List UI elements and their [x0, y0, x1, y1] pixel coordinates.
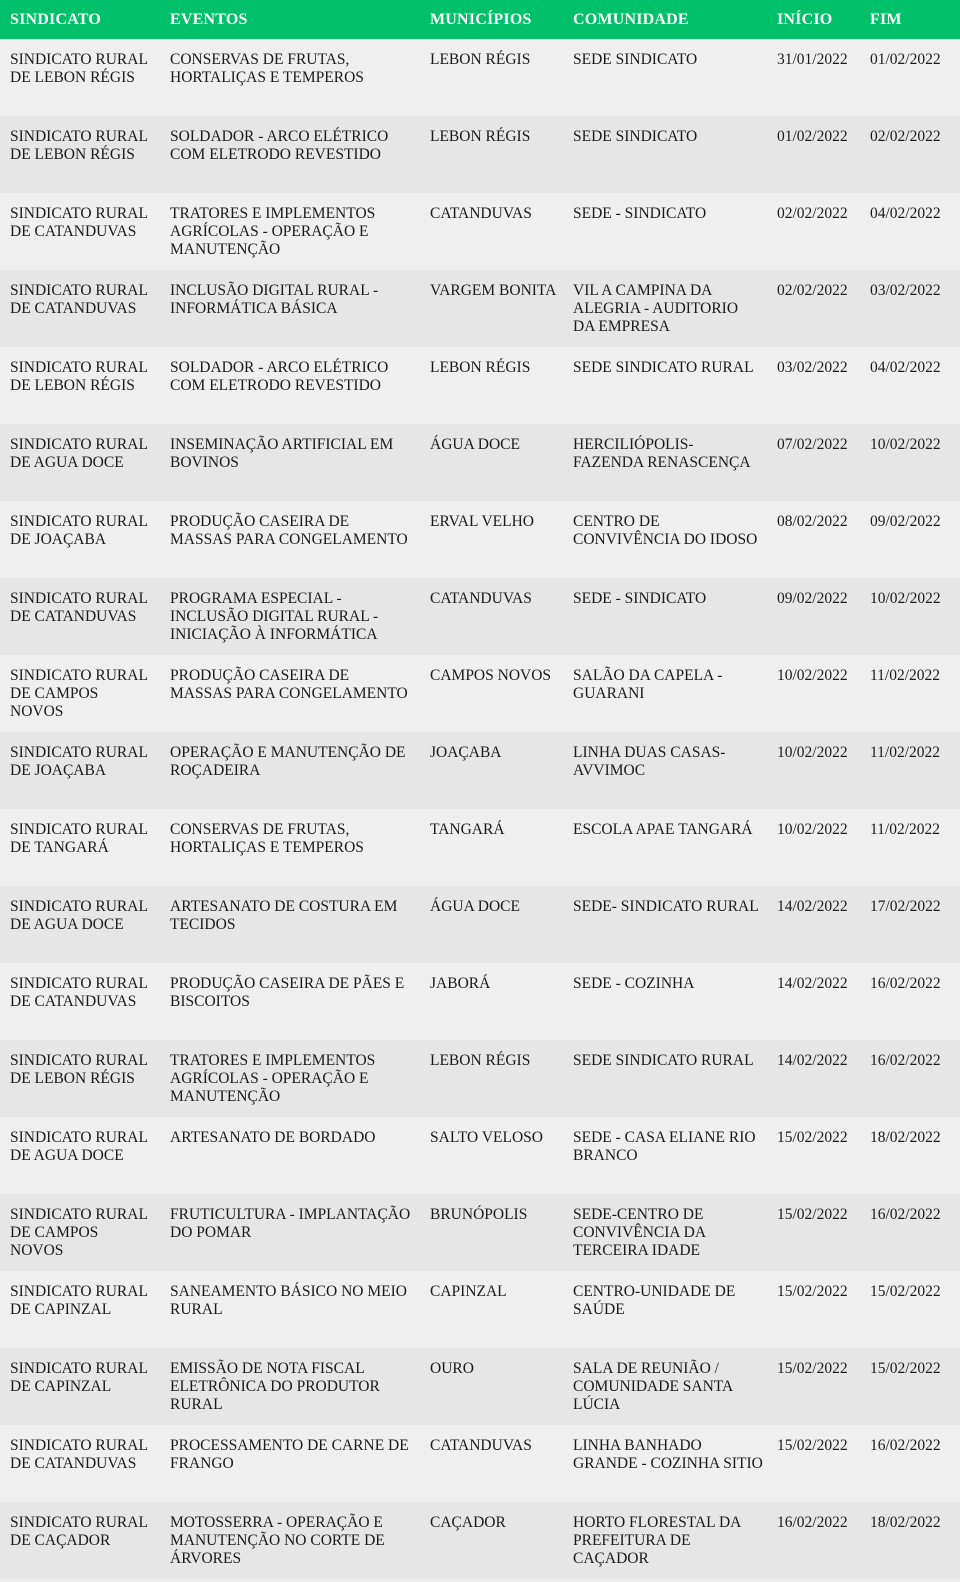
cell-municipio: SALTO VELOSO	[430, 1129, 543, 1146]
cell-inicio: 31/01/2022	[777, 51, 848, 68]
cell-evento: INCLUSÃO DIGITAL RURAL - INFORMÁTICA BÁSICA	[170, 282, 379, 317]
cell-evento: ARTESANATO DE BORDADO	[170, 1129, 376, 1146]
cell-evento: CONSERVAS DE FRUTAS, HORTALIÇAS E TEMPEROS	[170, 821, 364, 856]
table-row	[0, 578, 960, 655]
cell-comunidade: CENTRO DE CONVIVÊNCIA DO IDOSO	[573, 513, 758, 548]
cell-sindicato: SINDICATO RURAL DE LEBON RÉGIS	[10, 1052, 148, 1087]
table-row	[0, 270, 960, 347]
cell-evento: TRATORES E IMPLEMENTOS AGRÍCOLAS - OPERAÇÃO E MANUTENÇÃO	[170, 205, 376, 258]
cell-municipio: JABORÁ	[430, 975, 491, 992]
cell-fim: 11/02/2022	[870, 821, 941, 838]
cell-fim: 02/02/2022	[870, 128, 941, 145]
header-sindicato: SINDICATO	[10, 10, 102, 28]
cell-sindicato: SINDICATO RURAL DE CAÇADOR	[10, 1514, 148, 1549]
cell-comunidade: SEDE - COZINHA	[573, 975, 695, 992]
cell-inicio: 14/02/2022	[777, 1052, 848, 1069]
table-row	[0, 1425, 960, 1502]
cell-fim: 18/02/2022	[870, 1514, 941, 1531]
cell-municipio: CAÇADOR	[430, 1514, 506, 1531]
table-row	[0, 501, 960, 578]
cell-evento: PRODUÇÃO CASEIRA DE MASSAS PARA CONGELAMENTO	[170, 667, 408, 702]
cell-sindicato: SINDICATO RURAL DE TANGARÁ	[10, 821, 148, 856]
cell-fim: 09/02/2022	[870, 513, 941, 530]
cell-municipio: CAPINZAL	[430, 1283, 507, 1300]
cell-inicio: 14/02/2022	[777, 898, 848, 915]
cell-fim: 16/02/2022	[870, 1206, 941, 1223]
cell-evento: CONSERVAS DE FRUTAS, HORTALIÇAS E TEMPEROS	[170, 51, 364, 86]
cell-fim: 01/02/2022	[870, 51, 941, 68]
cell-fim: 10/02/2022	[870, 590, 941, 607]
cell-comunidade: HERCILIÓPOLIS- FAZENDA RENASCENÇA	[573, 436, 751, 471]
cell-sindicato: SINDICATO RURAL DE AGUA DOCE	[10, 898, 148, 933]
cell-sindicato: SINDICATO RURAL DE CAPINZAL	[10, 1283, 148, 1318]
cell-fim: 15/02/2022	[870, 1360, 941, 1377]
cell-municipio: TANGARÁ	[430, 821, 505, 838]
cell-inicio: 02/02/2022	[777, 205, 848, 222]
cell-evento: PROCESSAMENTO DE CARNE DE FRANGO	[170, 1437, 409, 1472]
header-row	[0, 0, 960, 39]
cell-fim: 16/02/2022	[870, 1437, 941, 1454]
cell-sindicato: SINDICATO RURAL DE LEBON RÉGIS	[10, 359, 148, 394]
table-header	[0, 0, 960, 39]
table-row	[0, 1502, 960, 1579]
cell-inicio: 10/02/2022	[777, 744, 848, 761]
header-eventos: EVENTOS	[170, 10, 248, 28]
cell-comunidade: SEDE SINDICATO RURAL	[573, 359, 754, 376]
cell-comunidade: SEDE SINDICATO RURAL	[573, 1052, 754, 1069]
cell-municipio: OURO	[430, 1360, 474, 1377]
cell-municipio: CATANDUVAS	[430, 1437, 532, 1454]
cell-evento: MOTOSSERRA - OPERAÇÃO E MANUTENÇÃO NO CORTE DE ÁRVORES	[170, 1514, 385, 1567]
cell-evento: SOLDADOR - ARCO ELÉTRICO COM ELETRODO REVESTIDO	[170, 359, 389, 394]
table-row	[0, 424, 960, 501]
cell-sindicato: SINDICATO RURAL DE CATANDUVAS	[10, 975, 148, 1010]
table-row	[0, 1271, 960, 1348]
cell-municipio: JOAÇABA	[430, 744, 502, 761]
cell-inicio: 16/02/2022	[777, 1514, 848, 1531]
cell-comunidade: SEDE-CENTRO DE CONVIVÊNCIA DA TERCEIRA IDADE	[573, 1206, 706, 1259]
cell-inicio: 09/02/2022	[777, 590, 848, 607]
cell-inicio: 15/02/2022	[777, 1129, 848, 1146]
table-row	[0, 116, 960, 193]
cell-municipio: LEBON RÉGIS	[430, 359, 531, 376]
cell-inicio: 15/02/2022	[777, 1360, 848, 1377]
table-row	[0, 193, 960, 270]
cell-municipio: ÁGUA DOCE	[430, 436, 520, 453]
cell-sindicato: SINDICATO RURAL DE LEBON RÉGIS	[10, 128, 148, 163]
cell-municipio: BRUNÓPOLIS	[430, 1206, 528, 1223]
cell-fim: 03/02/2022	[870, 282, 941, 299]
table-row	[0, 963, 960, 1040]
cell-fim: 04/02/2022	[870, 205, 941, 222]
cell-inicio: 15/02/2022	[777, 1206, 848, 1223]
cell-fim: 16/02/2022	[870, 1052, 941, 1069]
cell-municipio: CATANDUVAS	[430, 590, 532, 607]
cell-evento: PRODUÇÃO CASEIRA DE MASSAS PARA CONGELAMENTO	[170, 513, 408, 548]
cell-municipio: ERVAL VELHO	[430, 513, 534, 530]
cell-fim: 18/02/2022	[870, 1129, 941, 1146]
cell-fim: 15/02/2022	[870, 1283, 941, 1300]
table-row	[0, 655, 960, 732]
cell-municipio: LEBON RÉGIS	[430, 1052, 531, 1069]
cell-fim: 17/02/2022	[870, 898, 941, 915]
cell-municipio: LEBON RÉGIS	[430, 51, 531, 68]
cell-sindicato: SINDICATO RURAL DE JOAÇABA	[10, 513, 148, 548]
cell-evento: OPERAÇÃO E MANUTENÇÃO DE ROÇADEIRA	[170, 744, 406, 779]
cell-comunidade: SEDE- SINDICATO RURAL	[573, 898, 759, 915]
cell-inicio: 14/02/2022	[777, 975, 848, 992]
cell-comunidade: VIL A CAMPINA DA ALEGRIA - AUDITORIO DA EMPRESA	[573, 282, 739, 335]
table-row	[0, 39, 960, 116]
cell-inicio: 02/02/2022	[777, 282, 848, 299]
cell-sindicato: SINDICATO RURAL DE CATANDUVAS	[10, 205, 148, 240]
cell-inicio: 01/02/2022	[777, 128, 848, 145]
cell-inicio: 15/02/2022	[777, 1283, 848, 1300]
cell-evento: PRODUÇÃO CASEIRA DE PÃES E BISCOITOS	[170, 975, 405, 1010]
cell-sindicato: SINDICATO RURAL DE CAPINZAL	[10, 1360, 148, 1395]
cell-sindicato: SINDICATO RURAL DE CATANDUVAS	[10, 1437, 148, 1472]
cell-fim: 04/02/2022	[870, 359, 941, 376]
header-comunidade: COMUNIDADE	[573, 10, 689, 28]
header-municipios: MUNICÍPIOS	[430, 10, 532, 28]
table-row	[0, 1117, 960, 1194]
cell-inicio: 08/02/2022	[777, 513, 848, 530]
cell-comunidade: SALA DE REUNIÃO / COMUNIDADE SANTA LÚCIA	[573, 1360, 733, 1413]
cell-sindicato: SINDICATO RURAL DE AGUA DOCE	[10, 436, 148, 471]
cell-comunidade: SEDE - SINDICATO	[573, 205, 707, 222]
cell-comunidade: SEDE - CASA ELIANE RIO BRANCO	[573, 1129, 756, 1164]
cell-sindicato: SINDICATO RURAL DE CATANDUVAS	[10, 282, 148, 317]
cell-sindicato: SINDICATO RURAL DE CAMPOS NOVOS	[10, 1206, 148, 1259]
cell-comunidade: HORTO FLORESTAL DA PREFEITURA DE CAÇADOR	[573, 1514, 741, 1567]
cell-evento: SANEAMENTO BÁSICO NO MEIO RURAL	[170, 1283, 407, 1318]
header-fim: FIM	[870, 10, 902, 28]
cell-inicio: 03/02/2022	[777, 359, 848, 376]
table-row	[0, 347, 960, 424]
cell-inicio: 15/02/2022	[777, 1437, 848, 1454]
cell-sindicato: SINDICATO RURAL DE LEBON RÉGIS	[10, 51, 148, 86]
cell-sindicato: SINDICATO RURAL DE AGUA DOCE	[10, 1129, 148, 1164]
cell-comunidade: SEDE SINDICATO	[573, 128, 698, 145]
table-row	[0, 732, 960, 809]
cell-inicio: 07/02/2022	[777, 436, 848, 453]
cell-comunidade: SEDE - SINDICATO	[573, 590, 707, 607]
cell-inicio: 10/02/2022	[777, 667, 848, 684]
table-row	[0, 1040, 960, 1117]
cell-fim: 11/02/2022	[870, 744, 941, 761]
table-row	[0, 1194, 960, 1271]
cell-evento: PROGRAMA ESPECIAL - INCLUSÃO DIGITAL RURAL - INICIAÇÃO À INFORMÁTICA	[170, 590, 379, 643]
header-inicio: INÍCIO	[777, 10, 833, 28]
cell-sindicato: SINDICATO RURAL DE CATANDUVAS	[10, 590, 148, 625]
cell-evento: EMISSÃO DE NOTA FISCAL ELETRÔNICA DO PRODUTOR RURAL	[170, 1360, 380, 1413]
cell-sindicato: SINDICATO RURAL DE JOAÇABA	[10, 744, 148, 779]
cell-fim: 16/02/2022	[870, 975, 941, 992]
cell-municipio: VARGEM BONITA	[430, 282, 557, 299]
cell-comunidade: LINHA BANHADO GRANDE - COZINHA SITIO	[573, 1437, 763, 1472]
cell-evento: TRATORES E IMPLEMENTOS AGRÍCOLAS - OPERAÇÃO E MANUTENÇÃO	[170, 1052, 376, 1105]
cell-comunidade: LINHA DUAS CASAS- AVVIMOC	[573, 744, 726, 779]
cell-municipio: CAMPOS NOVOS	[430, 667, 552, 684]
cell-municipio: ÁGUA DOCE	[430, 898, 520, 915]
cell-municipio: LEBON RÉGIS	[430, 128, 531, 145]
cell-comunidade: SEDE SINDICATO	[573, 51, 698, 68]
cell-municipio: CATANDUVAS	[430, 205, 532, 222]
cell-fim: 11/02/2022	[870, 667, 941, 684]
cell-evento: INSEMINAÇÃO ARTIFICIAL EM BOVINOS	[170, 436, 394, 471]
table-row	[0, 1348, 960, 1425]
cell-evento: FRUTICULTURA - IMPLANTAÇÃO DO POMAR	[170, 1206, 411, 1241]
cell-inicio: 10/02/2022	[777, 821, 848, 838]
table-row	[0, 886, 960, 963]
cell-fim: 10/02/2022	[870, 436, 941, 453]
table-body	[0, 39, 960, 1579]
table-row	[0, 809, 960, 886]
cell-evento: SOLDADOR - ARCO ELÉTRICO COM ELETRODO REVESTIDO	[170, 128, 389, 163]
cell-sindicato: SINDICATO RURAL DE CAMPOS NOVOS	[10, 667, 148, 720]
cell-evento: ARTESANATO DE COSTURA EM TECIDOS	[170, 898, 398, 933]
cell-comunidade: CENTRO-UNIDADE DE SAÚDE	[573, 1283, 736, 1318]
cell-comunidade: SALÃO DA CAPELA - GUARANI	[573, 667, 723, 702]
cell-comunidade: ESCOLA APAE TANGARÁ	[573, 821, 753, 838]
